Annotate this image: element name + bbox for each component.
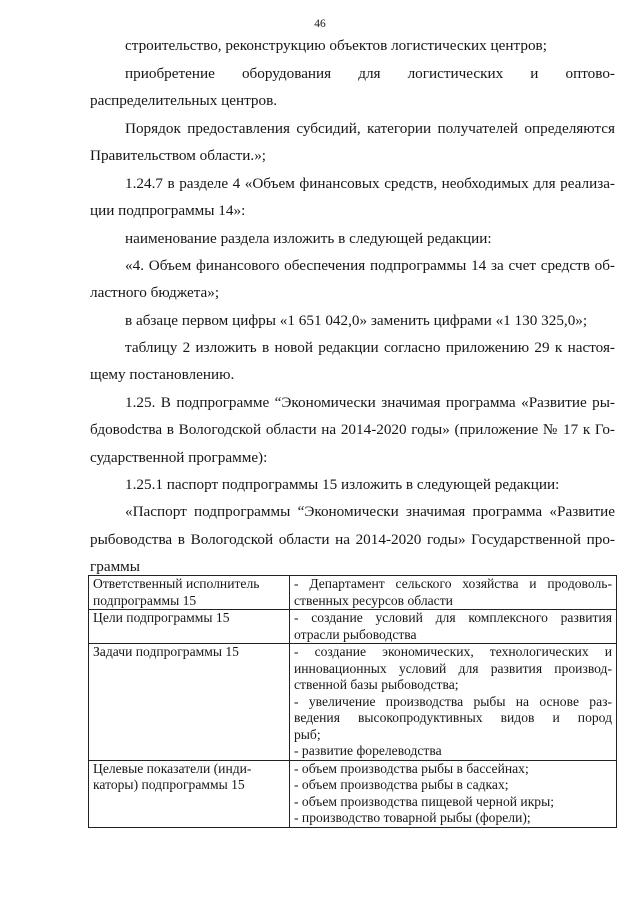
cell-line: - создание условий для комплексного развития [294,610,612,625]
cell-line: ственной базы рыбоводства; [294,677,459,692]
paragraph-line: «4. Объем финансового обеспечения подпрограммы 14 за счет средств об- [125,257,615,274]
cell-line: ведения высокопродуктивных видов и пород [294,710,612,725]
paragraph-line: «Паспорт подпрограммы “Экономически значимая программа «Развитие [125,503,615,520]
cell-line: Цели подпрограммы 15 [93,610,230,625]
cell-line: - создание экономических, технологических и [294,644,612,659]
cell-line: - увеличение производства рыбы на основе раз- [294,693,612,709]
paragraph-line: наименование раздела изложить в следующей редакции: [125,230,492,247]
cell-line: каторы) подпрограммы 15 [93,777,245,792]
word: приобретение [125,65,215,82]
paragraph-line: щему постановлению. [90,366,235,383]
paragraph-line: рыбоводства в Вологодской области на 2014-2020 годы» Государственной про- [90,531,615,548]
paragraph-line: в абзаце первом цифры «1 651 042,0» заменить цифрами «1 130 325,0»; [125,312,588,329]
paragraph-line: ластного бюджета»; [90,284,220,301]
table-row [89,760,617,827]
table-cell-label [89,644,290,761]
table-row [89,644,617,761]
paragraph-line: 1.25.1 паспорт подпрограммы 15 изложить в следующей редакции: [125,476,560,493]
table-cell-label [89,760,290,827]
cell-line: инновационных условий для развития производ- [294,660,612,676]
table-cell-label [89,576,290,610]
table-row [89,610,617,644]
cell-line: ственных ресурсов области [294,592,453,608]
table-row [89,576,617,610]
page-number: 46 [314,18,326,30]
paragraph-line: 1.24.7 в разделе 4 «Объем финансовых средств, необходимых для реализа- [125,175,615,192]
cell-line: Задачи подпрограммы 15 [93,644,239,659]
paragraph-line: таблицу 2 изложить в новой редакции согласно приложению 29 к настоя- [125,339,615,356]
word: оптово- [565,65,615,82]
cell-line: - объем производства пищевой черной икры; [294,793,555,809]
table-cell-value [290,760,617,827]
cell-line: - развитие форелеводства [294,743,442,758]
table-cell-value [290,576,617,610]
paragraph-line: Порядок предоставления субсидий, категории получателей определяются [125,120,615,137]
cell-line: Ответственный исполнитель [93,576,260,591]
paragraph-line: граммы [90,558,140,575]
table-cell-value [290,610,617,644]
cell-line: отрасли рыбоводства [294,626,417,642]
paragraph-line: 1.25. В подпрограмме “Экономически значимая программа «Развитие ры- [125,394,615,411]
cell-line: - Департамент сельского хозяйства и продоволь- [294,576,612,591]
word: и [530,65,539,82]
cell-line: рыб; [294,726,321,742]
paragraph-line: строительство, реконструкцию объектов логистических центров; [125,37,547,54]
table-cell-value [290,644,617,761]
cell-line: - объем производства рыбы в бассейнах; [294,760,529,776]
table-cell-label [89,610,290,644]
cell-line: - производство товарной рыбы (форели); [294,810,531,825]
word: для [358,65,381,82]
word: оборудования [241,65,332,82]
word: логистических [407,65,504,82]
paragraph-line: распределительных центров. [90,92,278,109]
paragraph-line: сударственной программе): [90,449,268,466]
cell-line: Целевые показатели (инди- [93,760,252,776]
cell-line: подпрограммы 15 [93,592,197,608]
paragraph-line: бдовodства в Вологодской области на 2014-2020 годы» (приложение № 17 к Го- [90,421,615,438]
passport-table [88,575,617,828]
paragraph-line-justified [125,65,615,83]
paragraph-line: Правительством области.»; [90,147,267,164]
paragraph-line: ции подпрограммы 14»: [90,202,246,219]
cell-line: - объем производства рыбы в садках; [294,777,509,792]
